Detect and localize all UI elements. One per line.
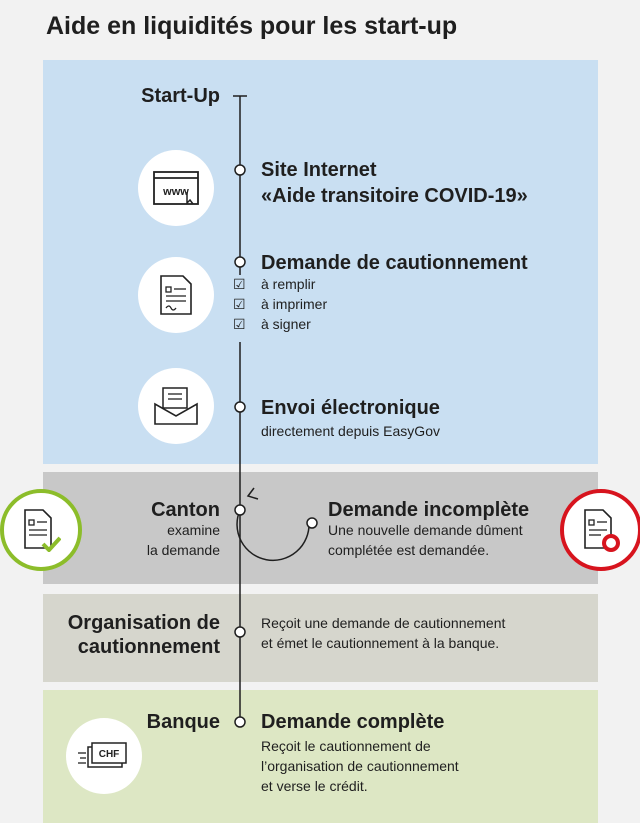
website-icon-circle xyxy=(138,150,214,226)
banque-title: Demande complète xyxy=(261,711,445,733)
organisation-desc2: et émet le cautionnement à la banque. xyxy=(261,635,500,651)
canton-sub2: la demande xyxy=(146,542,220,558)
node-incomplete xyxy=(307,518,317,528)
banque-desc2: l’organisation de cautionnement xyxy=(261,758,459,774)
page-title: Aide en liquidités pour les start-up xyxy=(46,12,458,40)
checklist-text: à signer xyxy=(261,316,311,332)
envoi-title: Envoi électronique xyxy=(261,397,440,419)
chf-banknote-icon xyxy=(78,739,130,773)
cycle-arrowhead xyxy=(248,488,258,499)
form-icon-circle xyxy=(138,257,214,333)
banque-label: Banque xyxy=(146,711,220,733)
rejected-document-icon xyxy=(581,508,621,552)
rejected-icon-circle xyxy=(560,489,640,571)
accepted-document-icon xyxy=(21,508,61,552)
node-banque xyxy=(235,717,245,727)
node-organisation xyxy=(235,627,245,637)
checklist-text: à remplir xyxy=(261,276,316,292)
accepted-icon-circle xyxy=(0,489,82,571)
node-envoi xyxy=(235,402,245,412)
organisation-label-line2: cautionnement xyxy=(77,636,220,658)
demande-checklist xyxy=(233,274,327,334)
banque-desc3: et verse le crédit. xyxy=(261,778,368,794)
cycle-arrow xyxy=(237,510,309,560)
incomplete-line2: complétée est demandée. xyxy=(328,542,490,558)
checked-box-icon: ☑ xyxy=(233,316,246,332)
reject-ring-icon xyxy=(604,536,618,550)
envoi-subtitle: directement depuis EasyGov xyxy=(261,423,440,439)
demande-title: Demande de cautionnement xyxy=(261,252,528,274)
node-demande xyxy=(235,257,245,267)
organisation-label-line1: Organisation de xyxy=(67,612,220,634)
website-icon xyxy=(152,170,200,206)
banque-desc1: Reçoit le cautionnement de xyxy=(261,738,431,754)
checklist-item xyxy=(233,274,327,294)
canton-label: Canton xyxy=(151,499,220,521)
startup-label: Start-Up xyxy=(141,85,220,107)
organisation-desc1: Reçoit une demande de cautionnement xyxy=(261,615,506,631)
checklist-item xyxy=(233,294,327,314)
incomplete-line1: Une nouvelle demande dûment xyxy=(328,522,523,538)
checked-box-icon: ☑ xyxy=(233,276,246,292)
envelope-icon xyxy=(153,386,199,426)
node-site xyxy=(235,165,245,175)
checked-box-icon: ☑ xyxy=(233,296,246,312)
site-title: Site Internet xyxy=(261,159,377,181)
envelope-icon-circle xyxy=(138,368,214,444)
node-canton xyxy=(235,505,245,515)
svg-text:CHF: CHF xyxy=(98,749,120,760)
site-subtitle: «Aide transitoire COVID-19» xyxy=(261,185,528,207)
checklist-text: à imprimer xyxy=(261,296,328,312)
checklist-item xyxy=(233,314,327,334)
form-document-icon xyxy=(159,274,193,316)
incomplete-title: Demande incomplète xyxy=(328,499,530,521)
canton-sub1: examine xyxy=(167,522,220,538)
svg-text:www: www xyxy=(163,186,189,198)
